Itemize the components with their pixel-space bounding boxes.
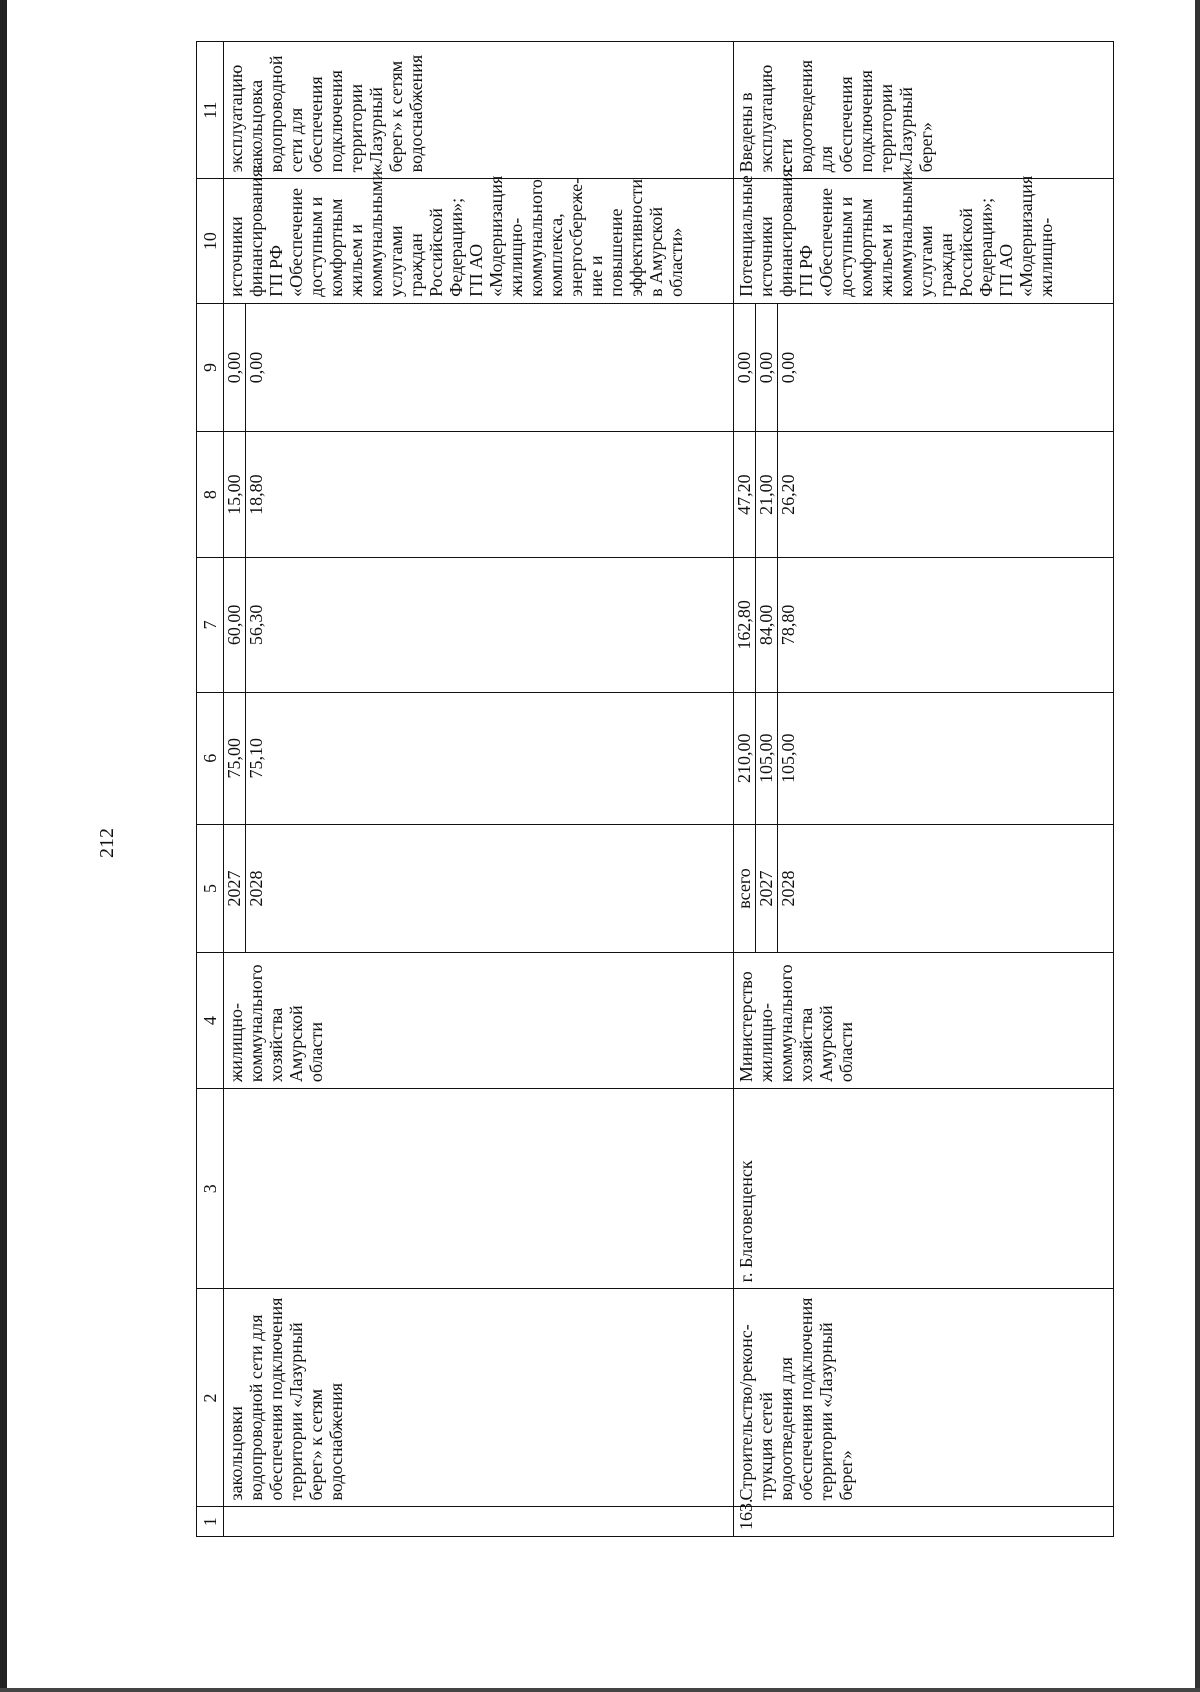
rotated-page-content — [196, 41, 1114, 1537]
year-value: 2028 — [778, 870, 798, 907]
header-cell: 8 — [197, 432, 224, 558]
header-cell: 5 — [197, 824, 224, 952]
amount-value: 75,10 — [246, 738, 266, 779]
object-name-cell: Строительство/реконс-трукция сетей водоотведения для обеспечения подключения территории «Лазурный берег» — [734, 1289, 1114, 1507]
row-number-cell: 163. — [734, 1507, 1114, 1537]
header-cell: 6 — [197, 692, 224, 824]
federal-amount-cell — [224, 557, 734, 692]
page-number: 212 — [96, 828, 118, 858]
year-value: всего — [734, 825, 756, 952]
header-cell: 2 — [197, 1289, 224, 1507]
table-row — [224, 42, 734, 1537]
amount-value: 162,80 — [734, 558, 756, 692]
location-cell — [224, 1089, 734, 1289]
funding-sources-cell: источники финансирования: ГП РФ «Обеспечение доступным и комфортным жильем и коммунальными услугами граждан Российской Федерации»; ГП АО «Модернизация жилищно-коммунального комплекса, энергосбереже-ние и повышение эффективности в Амурской области» — [224, 179, 734, 303]
amount-value: 15,00 — [224, 432, 246, 557]
result-cell: Введены в эксплуатацию сети водоотведения для обеспечения подключения территории «Лазурный берег» — [734, 42, 1114, 179]
header-cell: 1 — [197, 1507, 224, 1537]
object-name-cell: закольцовки водопроводной сети для обеспечения подключения территории «Лазурный берег» к сетям водоснабжения — [224, 1289, 734, 1507]
amount-value: 60,00 — [224, 558, 246, 692]
amount-value: 47,20 — [734, 432, 756, 557]
header-cell: 10 — [197, 179, 224, 303]
amount-value: 105,00 — [756, 693, 778, 824]
header-row — [197, 42, 224, 1537]
header-cell: 11 — [197, 42, 224, 179]
federal-amount-cell — [734, 557, 1114, 692]
table-row — [734, 42, 1114, 1537]
scan-edge-bottom — [0, 1688, 1200, 1692]
result-cell: эксплуатацию закольцовка водопроводной сети для обеспечения подключения территории «Лазурный берег» к сетям водоснабжения — [224, 42, 734, 179]
data-table — [196, 41, 1114, 1537]
year-value: 2028 — [246, 870, 266, 907]
total-amount-cell — [224, 692, 734, 824]
amount-value: 21,00 — [756, 432, 778, 557]
header-cell: 7 — [197, 557, 224, 692]
total-amount-cell — [734, 692, 1114, 824]
amount-value: 84,00 — [756, 558, 778, 692]
funding-sources-cell: Потенциальные источники финансирования: ГП РФ «Обеспечение доступным и комфортным жильем и коммунальными услугами граждан Российской Федерации»; ГП АО «Модернизация жилищно- — [734, 179, 1114, 303]
amount-value: 0,00 — [224, 304, 246, 431]
scan-edge-right — [1195, 0, 1200, 1692]
responsible-cell: Министерство жилищно-коммунального хозяйства Амурской области — [734, 953, 1114, 1089]
amount-value: 0,00 — [246, 351, 266, 384]
year-cell — [224, 824, 734, 952]
amount-value: 0,00 — [778, 351, 798, 384]
year-cell — [734, 824, 1114, 952]
amount-value: 0,00 — [756, 304, 778, 431]
amount-value: 210,00 — [734, 693, 756, 824]
header-cell: 4 — [197, 953, 224, 1089]
regional-amount-cell — [224, 432, 734, 558]
year-value: 2027 — [224, 825, 246, 952]
location-cell: г. Благовещенск — [734, 1089, 1114, 1289]
amount-value: 18,80 — [246, 474, 266, 515]
header-cell: 3 — [197, 1089, 224, 1289]
amount-value: 105,00 — [778, 733, 798, 784]
amount-value: 56,30 — [246, 604, 266, 646]
amount-value: 0,00 — [734, 304, 756, 431]
scan-edge-left — [0, 0, 7, 1692]
responsible-cell: жилищно-коммунального хозяйства Амурской области — [224, 953, 734, 1089]
row-number-cell — [224, 1507, 734, 1537]
amount-value: 78,80 — [778, 604, 798, 646]
regional-amount-cell — [734, 432, 1114, 558]
other-amount-cell — [224, 303, 734, 431]
header-cell: 9 — [197, 303, 224, 431]
amount-value: 75,00 — [224, 693, 246, 824]
amount-value: 26,20 — [778, 474, 798, 515]
other-amount-cell — [734, 303, 1114, 431]
year-value: 2027 — [756, 825, 778, 952]
